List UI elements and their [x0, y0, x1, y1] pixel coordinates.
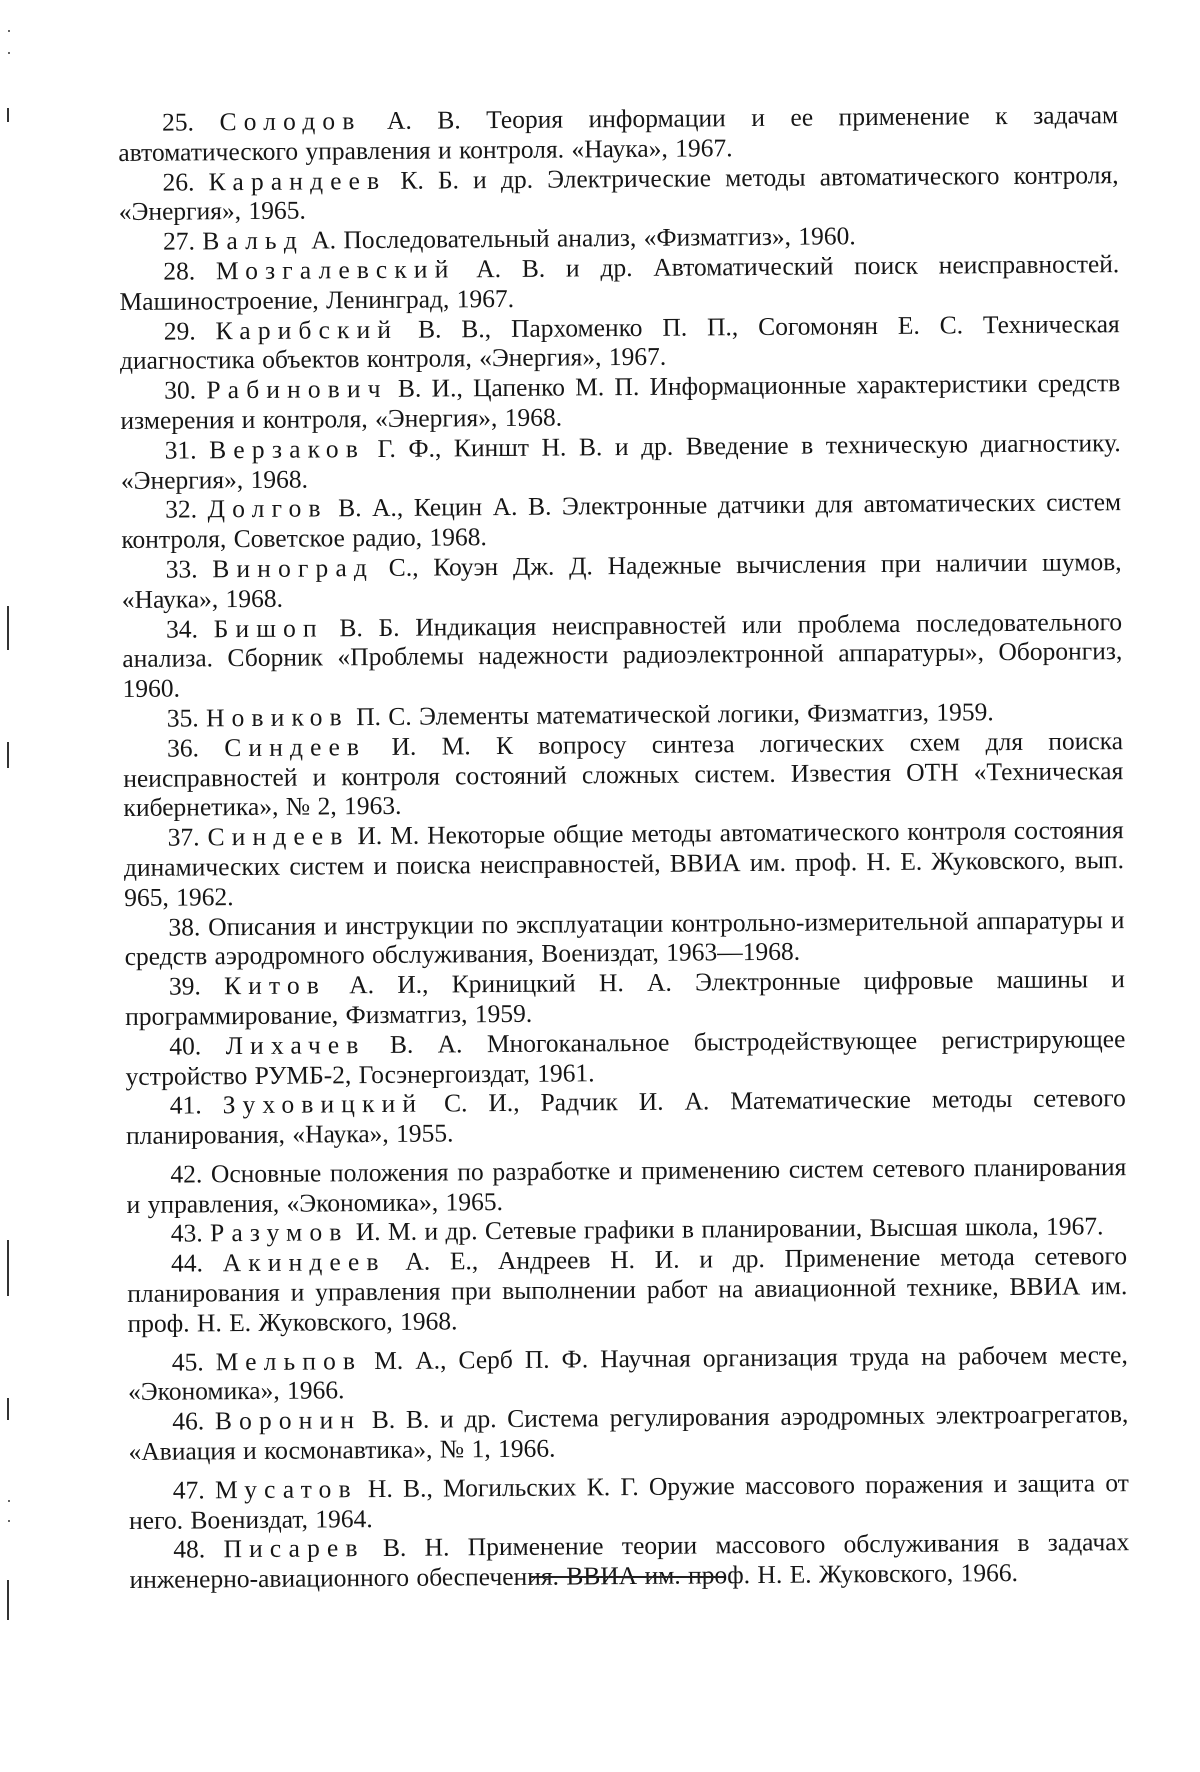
ref-text: П. С. Элементы математической логики, Физматгиз, 1959. [348, 697, 994, 732]
list-item [120, 368, 1120, 435]
list-item [119, 249, 1119, 316]
ref-author: Писарев [223, 1533, 365, 1564]
ref-text: А. В. и др. Автоматический поиск неисправностей. Машиностроение, Ленинград, 1967. [119, 249, 1120, 316]
ref-number: 28. [163, 256, 196, 286]
ref-number: 45. [171, 1347, 204, 1377]
list-item [129, 1528, 1129, 1595]
ref-author: Мельпов [215, 1345, 363, 1376]
ref-text: В. А. Многоканальное быстродействующее регистрирующее устройство РУМБ-2, Госэнергоиздат, 1961. [125, 1023, 1126, 1091]
end-rule [530, 1576, 724, 1578]
ref-author: Виноград [212, 552, 375, 584]
list-item [123, 726, 1124, 823]
ref-number: 40. [169, 1031, 202, 1061]
ref-text: К. Б. и др. Электрические методы автоматического контроля, «Энергия», 1965. [118, 159, 1119, 227]
ref-author: Воронин [214, 1405, 362, 1436]
ref-text: А. Последовательный анализ, «Физматгиз», 1960. [303, 221, 856, 255]
list-item [122, 547, 1122, 614]
ref-number: 37. [167, 822, 200, 852]
list-item [121, 428, 1121, 495]
ref-number: 25. [161, 107, 195, 137]
ref-text: А. В. Теория информации и ее применение к задачам автоматического управления и контроля. «Наука», 1967. [118, 100, 1119, 167]
ref-number: 36. [166, 733, 200, 763]
ref-text: С., Коуэн Дж. Д. Надежные вычисления при наличии шумов, «Наука», 1968. [121, 547, 1122, 614]
ref-text: В. Б. Индикация неисправностей или проблема последовательного анализа. Сборник «Проблемы надежности радиоэлектронной аппаратуры», Оборонгиз, 1960. [122, 606, 1123, 704]
list-item [126, 1152, 1126, 1219]
ref-author: Лихачев [225, 1029, 366, 1060]
ref-text: Г. Ф., Киншт Н. В. и др. Введение в техническую диагностику. «Энергия», 1968. [120, 427, 1121, 495]
ref-number: 39. [168, 971, 201, 1001]
ref-text: М. А., Серб П. Ф. Научная организация труда на рабочем месте, «Экономика», 1966. [127, 1339, 1128, 1407]
ref-text: И. М. К вопросу синтеза логических схем для поиска неисправностей и контроля состояний сложных систем. Известия ОТН «Техническая кибернетика», № 2, 1963. [123, 725, 1124, 823]
ref-author: Синдеев [224, 731, 367, 762]
ref-text: В. В. и др. Система регулирования аэродромных электроагрегатов, «Авиация и космонавтика», № 1, 1966. [128, 1399, 1129, 1467]
ref-number: 46. [172, 1406, 205, 1436]
ref-text: С. И., Радчик И. А. Математические методы сетевого планирования, «Наука», 1955. [125, 1083, 1126, 1151]
ref-number: 34. [165, 613, 199, 644]
list-item [122, 607, 1123, 704]
list-item [125, 1024, 1125, 1091]
ref-text: А. И., Криницкий Н. А. Электронные цифровые машины и программирование, Физматгиз, 1959. [125, 964, 1125, 1031]
ref-text: И. М. и др. Сетевые графики в планировании, Высшая школа, 1967. [348, 1211, 1104, 1247]
ref-number: 47. [172, 1475, 205, 1505]
scan-speck [8, 1500, 10, 1502]
ref-author: Китов [223, 970, 327, 1001]
ref-text: В. А., Кецин А. В. Электронные датчики для автоматических систем контроля, Советское радио, 1968. [121, 487, 1122, 555]
list-item [120, 309, 1120, 376]
ref-author: Карибский [215, 314, 399, 345]
list-item [128, 1399, 1128, 1466]
scan-edge-mark [7, 1580, 9, 1620]
scan-speck [8, 30, 10, 32]
ref-number: 38. [168, 911, 201, 942]
list-item [125, 964, 1125, 1031]
ref-number: 31. [164, 435, 197, 465]
ref-number: 48. [173, 1534, 206, 1565]
list-item [118, 100, 1118, 167]
ref-number: 42. [170, 1159, 203, 1189]
ref-number: 43. [170, 1218, 203, 1249]
ref-author: Вальд [202, 225, 305, 256]
list-item [118, 160, 1118, 227]
list-item [124, 815, 1125, 912]
scan-edge-mark [7, 108, 9, 122]
ref-author: Карандеев [208, 165, 387, 196]
scan-edge-mark [7, 606, 9, 650]
ref-author: Мозгалевский [215, 254, 456, 286]
ref-number: 41. [169, 1090, 202, 1120]
reference-list [118, 100, 1130, 1595]
ref-number: 33. [165, 554, 198, 584]
list-item [124, 905, 1124, 972]
ref-text: А. Е., Андреев Н. И. и др. Применение метода сетевого планирования и управления при выполнении работ на авиационной технике, ВВИА им. проф. Н. Е. Жуковского, 1968. [127, 1241, 1128, 1338]
ref-author: Рабинович [206, 374, 388, 405]
scan-edge-mark [7, 1240, 9, 1296]
ref-text: В. И., Цапенко М. П. Информационные характеристики средств измерения и контроля, «Энергия», 1968. [120, 368, 1121, 435]
ref-author: Мусатов [214, 1474, 358, 1505]
ref-text: В. Н. Применение теории массового обслуживания в задачах инженерно-авиационного обеспечения. ВВИА им. проф. Н. Е. Жуковского, 1966. [129, 1527, 1130, 1595]
ref-text: И. М. Некоторые общие методы автоматического контроля состояния динамических систем и поиска неисправностей, ВВИА им. проф. Н. Е. Жуковского, вып. 965, 1962. [123, 815, 1125, 912]
ref-number: 27. [162, 226, 196, 256]
ref-text: Описания и инструкции по эксплуатации контрольно-измерительной аппаратуры и средств аэродромного обслуживания, Воениздат, 1963—1968. [124, 904, 1125, 972]
ref-author: Верзаков [209, 433, 366, 465]
list-item [129, 1468, 1129, 1535]
ref-author: Разумов [209, 1217, 349, 1248]
list-item [127, 1241, 1128, 1338]
ref-number: 30. [164, 375, 197, 405]
list-item [121, 487, 1121, 554]
scan-edge-mark [7, 742, 9, 768]
ref-number: 44. [170, 1248, 204, 1278]
ref-author: Долгов [207, 493, 328, 524]
scan-speck [8, 52, 10, 54]
ref-author: Акиндеев [222, 1247, 386, 1278]
ref-number: 29. [163, 315, 196, 346]
ref-author: Синдеев [207, 821, 350, 852]
ref-number: 26. [162, 166, 195, 197]
ref-author: Солодов [219, 106, 362, 137]
scan-speck [8, 1520, 10, 1522]
ref-text: Основные положения по разработке и применению систем сетевого планирования и управления, «Экономика», 1965. [126, 1152, 1127, 1219]
list-item [128, 1340, 1128, 1407]
ref-author: Зуховицкий [222, 1088, 424, 1120]
ref-author: Бишоп [213, 612, 324, 643]
ref-number: 32. [165, 494, 198, 525]
ref-text: В. В., Пархоменко П. П., Согомонян Е. С. Техническая диагностика объектов контроля, «Энергия», 1967. [119, 308, 1120, 376]
ref-text: Н. В., Могильских К. Г. Оружие массового поражения и защита от него. Воениздат, 1964. [128, 1467, 1129, 1535]
ref-author: Новиков [205, 702, 349, 733]
list-item [126, 1083, 1126, 1150]
scan-edge-mark [7, 1398, 9, 1420]
ref-number: 35. [166, 703, 199, 733]
